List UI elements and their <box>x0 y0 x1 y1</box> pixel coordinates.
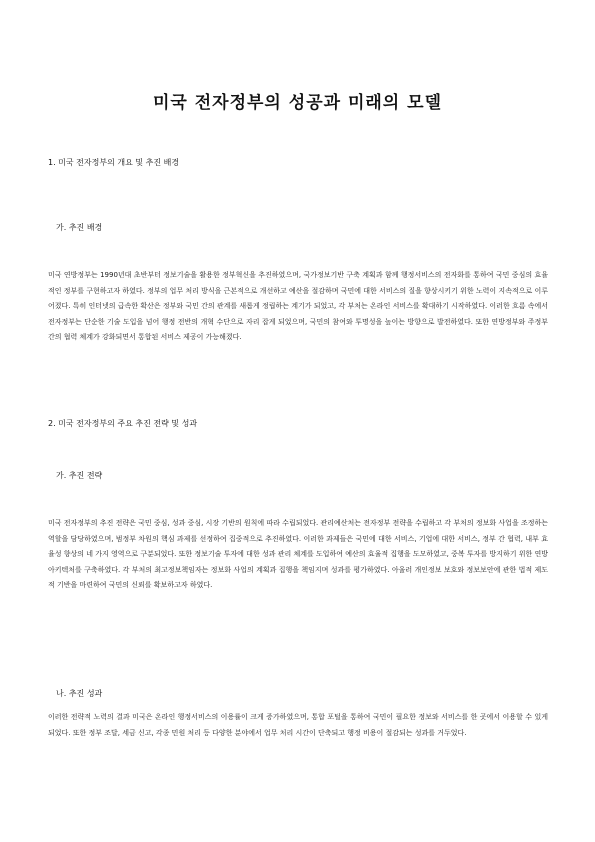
body-paragraph: 미국 연방정부는 1990년대 초반부터 정보기술을 활용한 정부혁신을 추진하였으며, 국가정보기반 구축 계획과 함께 행정서비스의 전자화를 통하여 국민 중심의 효율적인 정부를 구현하고자 하였다. 정부의 업무 처리 방식을 근본적으로 개선하고 예산을 절감하며 국민에 대한 서비스의 질을 향상시키기 위한 노력이 지속적으로 이루어졌다. 특히 인터넷의 급속한 확산은 정부와 국민 간의 관계를 새롭게 정립하는 계기가 되었고, 각 부처는 온라인 서비스를 확대하기 시작하였다. 이러한 흐름 속에서 전자정부는 단순한 기술 도입을 넘어 행정 전반의 개혁 수단으로 자리 잡게 되었으며, 국민의 참여와 투명성을 높이는 방향으로 발전하였다. 또한 연방정부와 주정부 간의 협력 체계가 강화되면서 통합된 서비스 제공이 가능해졌다. <box>48 271 548 342</box>
section-heading: 2. 미국 전자정부의 주요 추진 전략 및 성과 <box>48 419 198 428</box>
body-paragraph: 이러한 전략적 노력의 결과 미국은 온라인 행정서비스의 이용률이 크게 증가하였으며, 통합 포털을 통하여 국민이 필요한 정보와 서비스를 한 곳에서 이용할 수 있게 되었다. 또한 정부 조달, 세금 신고, 각종 민원 처리 등 다양한 분야에서 업무 처리 시간이 단축되고 행정 비용이 절감되는 성과를 거두었다. <box>48 713 548 737</box>
subsection-heading: 나. 추진 성과 <box>56 689 103 698</box>
subsection-heading: 가. 추진 전략 <box>56 471 103 480</box>
section-heading: 1. 미국 전자정부의 개요 및 추진 배경 <box>48 158 180 167</box>
subsection-heading: 가. 추진 배경 <box>56 223 103 232</box>
body-paragraph: 미국 전자정부의 추진 전략은 국민 중심, 성과 중심, 시장 기반의 원칙에 따라 수립되었다. 관리예산처는 전자정부 전략을 수립하고 각 부처의 정보화 사업을 조정하는 역할을 담당하였으며, 범정부 차원의 핵심 과제를 선정하여 집중적으로 추진하였다. 이러한 과제들은 국민에 대한 서비스, 기업에 대한 서비스, 정부 간 협력, 내부 효율성 향상의 네 가지 영역으로 구분되었다. 또한 정보기술 투자에 대한 성과 관리 체계를 도입하여 예산의 효율적 집행을 도모하였고, 중복 투자를 방지하기 위한 연방 아키텍처를 구축하였다. 각 부처의 최고정보책임자는 정보화 사업의 계획과 집행을 책임지며 성과를 평가하였다. 아울러 개인정보 보호와 정보보안에 관한 법적 제도적 기반을 마련하여 국민의 신뢰를 확보하고자 하였다. <box>48 519 548 590</box>
page-title: 미국 전자정부의 성공과 미래의 모델 <box>152 93 442 113</box>
